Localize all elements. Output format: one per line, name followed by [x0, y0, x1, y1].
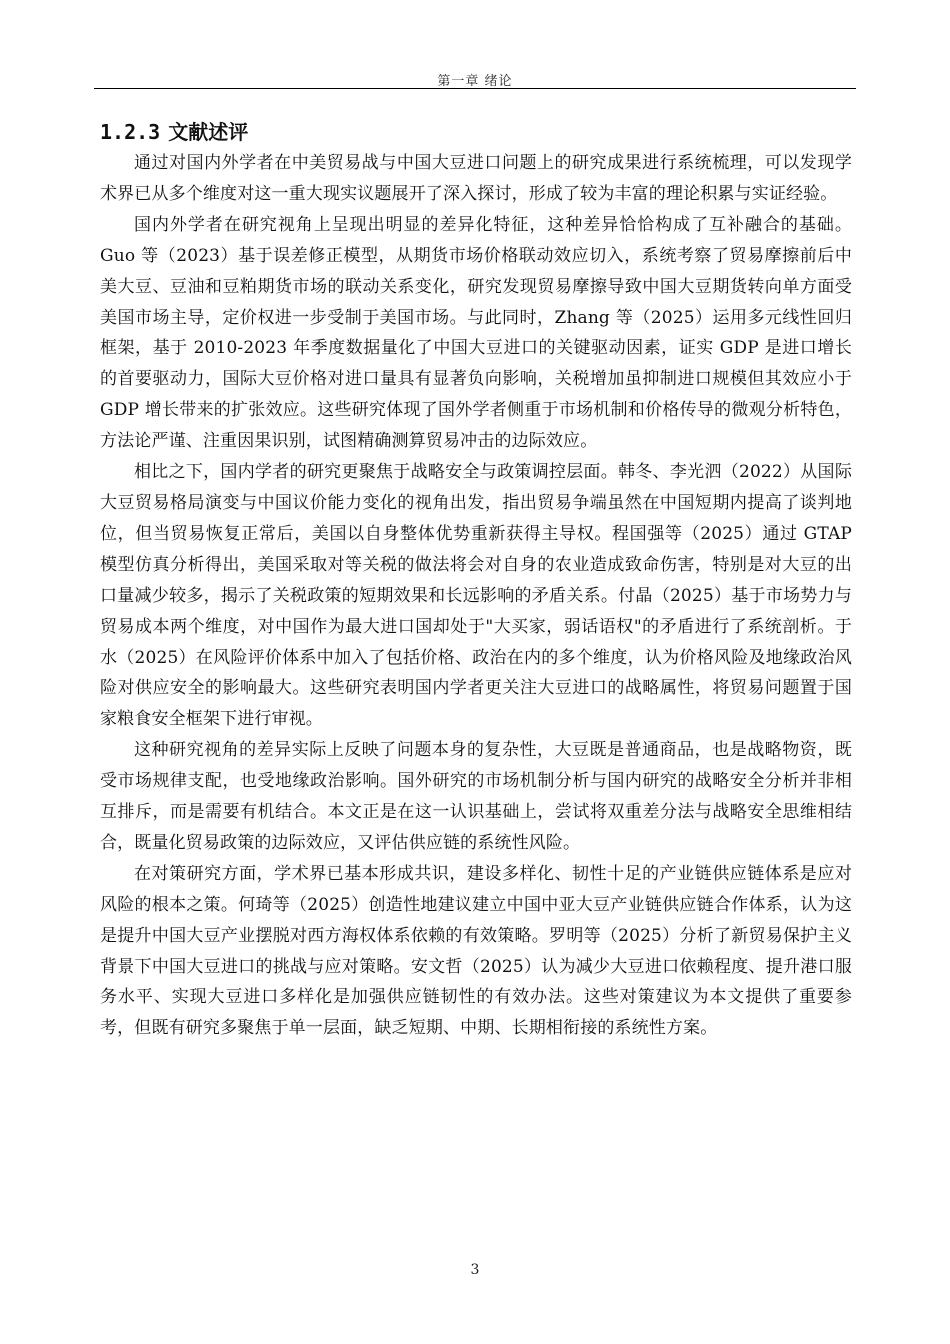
page-number: 3	[470, 1262, 480, 1278]
section-number: 1.2.3	[100, 120, 161, 144]
running-header: 第一章 绪论	[437, 74, 513, 89]
section-heading	[100, 118, 800, 146]
section-title: 文献述评	[168, 120, 249, 144]
header-divider	[94, 88, 856, 89]
body-text	[100, 148, 852, 1044]
paragraph: 相比之下，国内学者的研究更聚焦于战略安全与政策调控层面。韩冬、李光泗（2022）从国际大豆贸易格局演变与中国议价能力变化的视角出发，指出贸易争端虽然在中国短期内提高了谈判地位，但当贸易恢复正常后，美国以自身整体优势重新获得主导权。程国强等（2025）通过 GTAP 模型仿真分析得出，美国采取对等关税的做法将会对自身的农业造成致命伤害，特别是对大豆的出口量减少较多，揭示了关税政策的短期效果和长远影响的矛盾关系。付晶（2025）基于市场势力与贸易成本两个维度，对中国作为最大进口国却处于"大买家，弱话语权"的矛盾进行了系统剖析。于水（2025）在风险评价体系中加入了包括价格、政治在内的多个维度，认为价格风险及地缘政治风险对供应安全的影响最大。这些研究表明国内学者更关注大豆进口的战略属性，将贸易问题置于国家粮食安全框架下进行审视。	[100, 462, 852, 730]
paragraph: 通过对国内外学者在中美贸易战与中国大豆进口问题上的研究成果进行系统梳理，可以发现学术界已从多个维度对这一重大现实议题展开了深入探讨，形成了较为丰富的理论积累与实证经验。	[100, 153, 852, 204]
paragraph: 国内外学者在研究视角上呈现出明显的差异化特征，这种差异恰恰构成了互补融合的基础。Guo 等（2023）基于误差修正模型，从期货市场价格联动效应切入，系统考察了贸易摩擦前后中美大豆、豆油和豆粕期货市场的联动关系变化，研究发现贸易摩擦导致中国大豆期货转向单方面受美国市场主导，定价权进一步受制于美国市场。与此同时，Zhang 等（2025）运用多元线性回归框架，基于 2010-2023 年季度数据量化了中国大豆进口的关键驱动因素，证实 GDP 是进口增长的首要驱动力，国际大豆价格对进口量具有显著负向影响，关税增加虽抑制进口规模但其效应小于 GDP 增长带来的扩张效应。这些研究体现了国外学者侧重于市场机制和价格传导的微观分析特色，方法论严谨、注重因果识别，试图精确测算贸易冲击的边际效应。	[100, 214, 852, 452]
paragraph: 这种研究视角的差异实际上反映了问题本身的复杂性，大豆既是普通商品，也是战略物资，既受市场规律支配，也受地缘政治影响。国外研究的市场机制分析与国内研究的战略安全分析并非相互排斥，而是需要有机结合。本文正是在这一认识基础上，尝试将双重差分法与战略安全思维相结合，既量化贸易政策的边际效应，又评估供应链的系统性风险。	[100, 740, 852, 853]
paragraph: 在对策研究方面，学术界已基本形成共识，建设多样化、韧性十足的产业链供应链体系是应对风险的根本之策。何琦等（2025）创造性地建议建立中国中亚大豆产业链供应链合作体系，认为这是提升中国大豆产业摆脱对西方海权体系依赖的有效策略。罗明等（2025）分析了新贸易保护主义背景下中国大豆进口的挑战与应对策略。安文哲（2025）认为减少大豆进口依赖程度、提升港口服务水平、实现大豆进口多样化是加强供应链韧性的有效办法。这些对策建议为本文提供了重要参考，但既有研究多聚焦于单一层面，缺乏短期、中期、长期相衔接的系统性方案。	[100, 863, 852, 1039]
